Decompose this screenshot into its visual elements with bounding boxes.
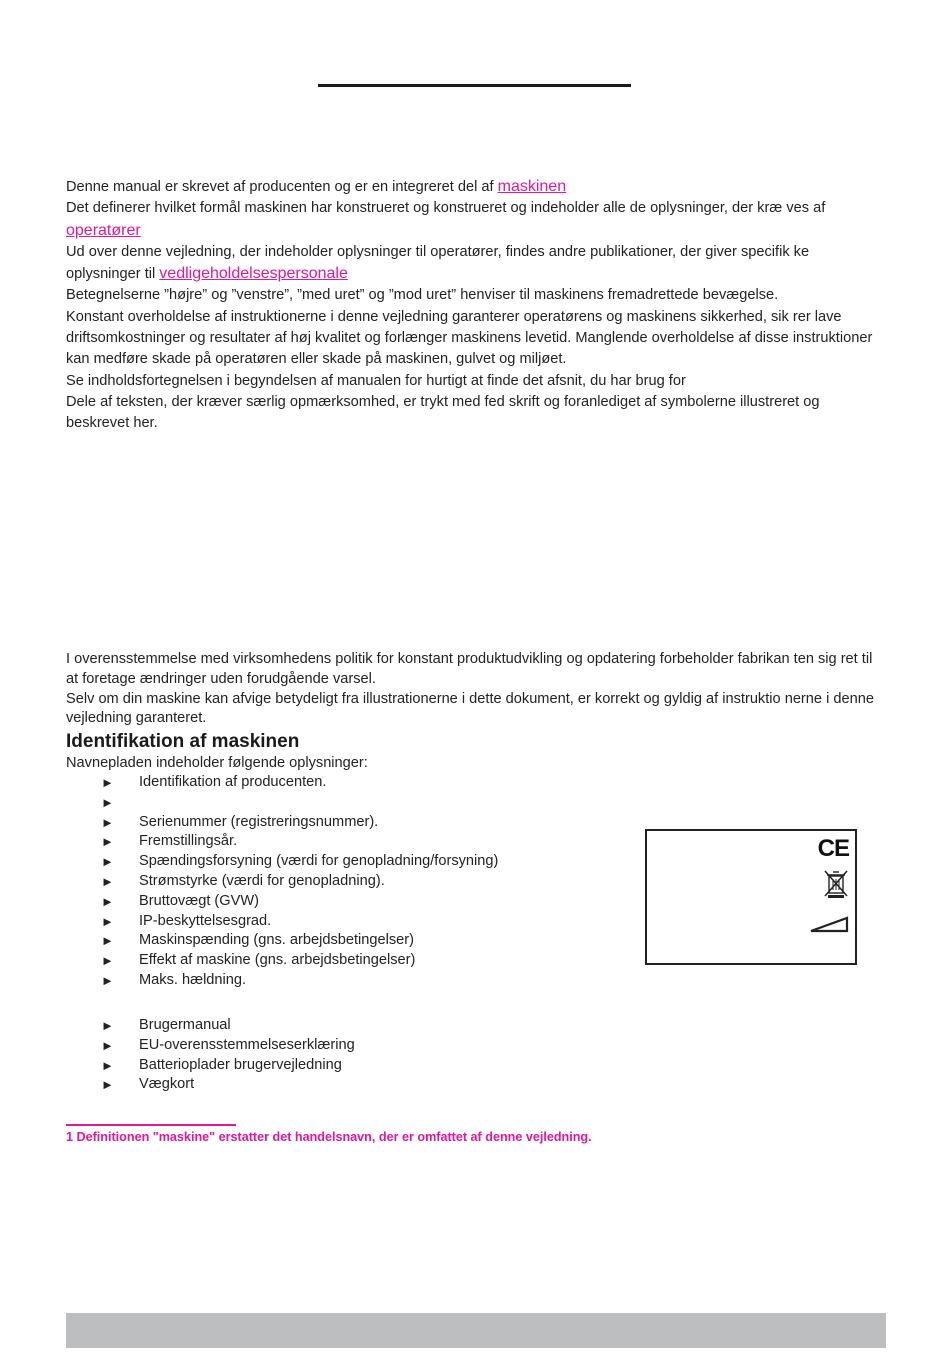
- bullet-arrow-icon: ►: [101, 794, 114, 810]
- list-item-text: Vægkort: [139, 1076, 195, 1093]
- bullet-arrow-icon: ►: [101, 1018, 114, 1033]
- bullet-arrow-icon: ►: [101, 814, 114, 830]
- list-item: [101, 912, 498, 932]
- footnote: 1 Definitionen "maskine" erstatter det handelsnavn, der er omfattet af denne vejledning.: [66, 1130, 592, 1144]
- list-item-text: Identifikation af producenten.: [139, 774, 327, 790]
- documents-list: [101, 1016, 355, 1095]
- policy-paragraph-1: I overensstemmelse med virksomhedens politik for konstant produktudvikling og opdatering forbeholder fabrikan ten sig ret til at foretage ændringer uden forudgående varsel.: [66, 651, 873, 687]
- footnote-rule: [66, 1124, 236, 1126]
- list-item-text: IP-beskyttelsesgrad.: [139, 912, 272, 929]
- ce-mark-icon: CE: [817, 835, 849, 862]
- title-rule: [318, 84, 631, 87]
- intro-paragraph-6: Se indholdsfortegnelsen i begyndelsen af manualen for hurtigt at finde det afsnit, du har brug for: [66, 372, 686, 389]
- list-item-text: Batterioplader brugervejledning: [139, 1056, 342, 1073]
- intro-text-3: Ud over denne vejledning, der indeholder oplysninger til operatører, findes andre publikationer, der giver specifik ke oplysninger til: [66, 243, 810, 283]
- bullet-arrow-icon: ►: [101, 834, 114, 850]
- list-item: [101, 773, 498, 793]
- list-item: [101, 971, 498, 991]
- list-item-text: Effekt af maskine (gns. arbejdsbetingelser): [139, 952, 416, 969]
- list-item: [101, 931, 498, 951]
- list-item: [101, 872, 498, 892]
- bullet-arrow-icon: ►: [101, 775, 114, 790]
- list-item: [101, 1016, 355, 1036]
- list-item: [101, 951, 498, 971]
- intro-paragraph-7: Dele af teksten, der kræver særlig opmærksomhed, er trykt med fed skrift og foranlediget af symbolerne illustreret og beskrevet her.: [66, 393, 820, 432]
- bullet-arrow-icon: ►: [101, 1077, 114, 1093]
- list-item-text: Brugermanual: [139, 1017, 231, 1033]
- intro-paragraph-3: [66, 242, 886, 286]
- nameplate-info-list: [101, 773, 498, 991]
- list-item: [101, 1056, 355, 1076]
- list-item-text: Strømstyrke (værdi for genopladning).: [139, 872, 385, 889]
- bullet-arrow-icon: ►: [101, 953, 114, 969]
- list-item-text: EU-overensstemmelseserklæring: [139, 1036, 355, 1053]
- list-item-text: Serienummer (registreringsnummer).: [139, 813, 379, 830]
- footer-bar: [66, 1313, 886, 1348]
- list-item: [101, 813, 498, 833]
- bullet-arrow-icon: ►: [101, 873, 114, 889]
- list-item-text: Spændingsforsyning (værdi for genopladning/forsyning): [139, 853, 499, 870]
- link-operatorer[interactable]: operatører: [66, 221, 141, 239]
- bullet-arrow-icon: ►: [101, 1057, 114, 1073]
- intro-text-1: Denne manual er skrevet af producenten og er en integreret del af: [66, 179, 494, 195]
- list-item: [101, 1036, 355, 1056]
- list-item: [101, 793, 498, 813]
- bullet-arrow-icon: ►: [101, 1037, 114, 1053]
- crossed-bin-icon: [823, 869, 849, 899]
- nameplate-intro: Navnepladen indeholder følgende oplysninger:: [66, 755, 368, 771]
- intro-paragraph-2: [66, 198, 886, 242]
- policy-section: [66, 650, 886, 729]
- intro-text-2: Det definerer hvilket formål maskinen har konstrueret og konstrueret og indeholder alle de oplysninger, der kræ ves af: [66, 200, 826, 217]
- list-item-text: Maskinspænding (gns. arbejdsbetingelser): [139, 932, 414, 949]
- policy-paragraph-2: Selv om din maskine kan afvige betydeligt fra illustrationerne i dette dokument, er korrekt og gyldig af instruktio nerne i denne vejledning garanteret.: [66, 690, 874, 727]
- list-item: [101, 832, 498, 852]
- slope-icon: [809, 915, 849, 933]
- list-item: [101, 892, 498, 912]
- link-vedligeholdelsespersonale[interactable]: vedligeholdelsespersonale: [159, 265, 348, 283]
- list-item-text: Maks. hældning.: [139, 971, 247, 988]
- list-item: [101, 852, 498, 872]
- nameplate-figure: [645, 829, 857, 965]
- bullet-arrow-icon: ►: [101, 893, 114, 909]
- intro-section: [66, 176, 886, 435]
- list-item-text: Bruttovægt (GVW): [139, 892, 260, 909]
- bullet-arrow-icon: ►: [101, 933, 114, 949]
- intro-paragraph-4: Betegnelserne ”højre” og ”venstre”, ”med uret” og ”mod uret” henviser til maskinens fremadrettede bevægelse.: [66, 287, 779, 304]
- intro-paragraph-5: Konstant overholdelse af instruktionerne i denne vejledning garanterer operatørens og maskinens sikkerhed, sik rer lave driftsomkostninger og resultater af høj kvalitet og forlænger maskinens levetid. Manglende overholdelse af disse instruktioner kan medføre skade på operatøren eller skade på maskinen, gulvet og miljøet.: [66, 308, 873, 368]
- link-maskinen[interactable]: maskinen: [497, 178, 567, 195]
- bullet-arrow-icon: ►: [101, 854, 114, 870]
- list-item-text: Fremstillingsår.: [139, 833, 238, 850]
- bullet-arrow-icon: ►: [101, 972, 114, 988]
- intro-paragraph-1: [66, 176, 886, 198]
- list-item: [101, 1075, 355, 1095]
- section-heading: Identifikation af maskinen: [66, 731, 300, 752]
- bullet-arrow-icon: ►: [101, 913, 114, 929]
